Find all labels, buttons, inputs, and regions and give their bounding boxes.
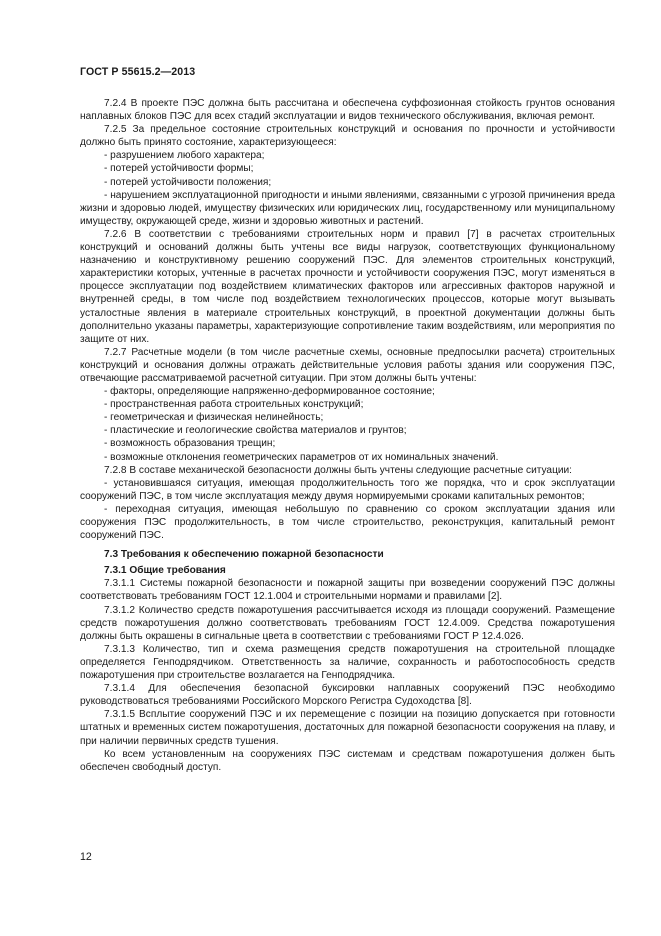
list-item: - потерей устойчивости формы; [104,163,254,175]
document-header-code: ГОСТ Р 55615.2—2013 [80,66,196,78]
paragraph-7-3-1-2: 7.3.1.2 Количество средств пожаротушения рассчитывается исходя из площади сооружений. Размещение средств пожаротушения должно соответствовать требованиям ГОСТ 12.4.009. Средства пожаротушения должны быть окрашены в сигнальные цвета в соответствии с требованиями ГОСТ Р 12.4.026. [80,604,615,642]
paragraph-7-2-7: 7.2.7 Расчетные модели (в том числе расчетные схемы, основные предпосылки расчета) строительных конструкций и основания должны отражать действительные условия работы здания или сооружения ПЭС, отвечающие рассматриваемой расчетной ситуации. При этом должны быть учтены: [80,346,615,384]
paragraph-7-3-1-4: 7.3.1.4 Для обеспечения безопасной буксировки наплавных сооружений ПЭС необходимо руководствоваться требованиями Российского Морского Регистра Судоходства [8]. [80,683,615,708]
paragraph-7-3-1-1: 7.3.1.1 Системы пожарной безопасности и пожарной защиты при возведении сооружений ПЭС должны соответствовать требованиям ГОСТ 12.1.004 и строительными нормами и правилами [2]. [80,578,615,603]
list-item: - возможные отклонения геометрических параметров от их номинальных значений. [104,451,499,463]
paragraph-7-2-4: 7.2.4 В проекте ПЭС должна быть рассчитана и обеспечена суффозионная стойкость грунтов основания наплавных блоков ПЭС для всех стадий эксплуатации и видов технического обслуживания, включая ремонт. [80,98,615,123]
list-item: - факторы, определяющие напряженно-деформированное состояние; [104,386,435,398]
list-item: - пластические и геологические свойства материалов и грунтов; [104,425,407,437]
list-item: - нарушением эксплуатационной пригодности и иными явлениями, связанными с угрозой причинения вреда жизни и здоровью людей, имуществу физических или юридических лиц, государственному или муниципальному имуществу, окружающей среде, жизни и здоровью животных и растений. [80,189,615,227]
paragraph-7-2-5: 7.2.5 За предельное состояние строительных конструкций и основания по прочности и устойчивости должно быть принято состояние, характеризующееся: [80,124,615,149]
paragraph-7-2-6: 7.2.6 В соответствии с требованиями строительных норм и правил [7] в расчетах строительных конструкций и оснований должны быть учтены все виды нагрузок, соответствующих функциональному назначению и конструктивному решению сооружений ПЭС. Для элементов строительных конструкций, характеристики которых, учтенные в расчетах прочности и устойчивости сооружения ПЭС, могут изменяться в процессе эксплуатации под воздействием климатических факторов или агрессивных факторов наружной и внутренней среды, в том числе под воздействием технологических процессов, которые могут вызывать усталостные явления в материале строительных конструкций, в проектной документации должны быть дополнительно указаны параметры, характеризующие сопротивление таким воздействиям, или мероприятия по защите от них. [80,228,615,345]
list-item: - геометрическая и физическая нелинейность; [104,412,324,424]
page-number: 12 [80,851,92,863]
paragraph-7-3-1-5: 7.3.1.5 Всплытие сооружений ПЭС и их перемещение с позиции на позицию допускается при готовности штатных и временных систем пожаротушения, достаточных для пожарной безопасности сооружения на плаву, и при наличии первичных средств тушения. [80,709,615,747]
list-item: - возможность образования трещин; [104,438,276,450]
list-item: - переходная ситуация, имеющая небольшую по сравнению со сроком эксплуатации здания или сооружения ПЭС продолжительность, в том числе строительство, реконструкция, капитальный ремонт сооружений ПЭС. [80,503,615,542]
subsection-heading-7-3-1: 7.3.1 Общие требования [104,565,226,577]
document-body [80,97,615,774]
list-item: - потерей устойчивости положения; [104,176,272,188]
section-heading-7-3: 7.3 Требования к обеспечению пожарной безопасности [104,549,384,561]
list-item: - пространственная работа строительных конструкций; [104,399,364,411]
paragraph-access: Ко всем установленным на сооружениях ПЭС системам и средствам пожаротушения должен быть обеспечен свободный доступ. [80,748,615,773]
paragraph-7-3-1-3: 7.3.1.3 Количество, тип и схема размещения средств пожаротушения на строительной площадке определяется Генподрядчиком. Ответственность за наличие, сохранность и работоспособность средств пожаротушения при строительстве возлагается на Генподрядчика. [80,643,615,682]
list-item: - установившаяся ситуация, имеющая продолжительность того же порядка, что и срок эксплуатации сооружений ПЭС, в том числе эксплуатация между двумя нормируемыми сроками капитальных ремонтов; [80,477,615,502]
paragraph-7-2-8: 7.2.8 В составе механической безопасности должны быть учтены следующие расчетные ситуации: [104,464,572,476]
list-item: - разрушением любого характера; [104,150,265,162]
